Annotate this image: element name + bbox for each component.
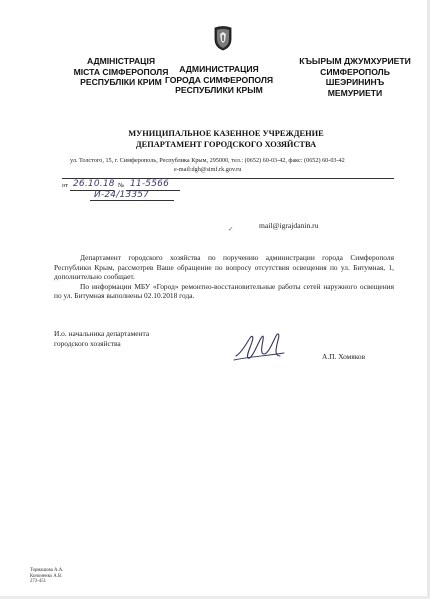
organization-line-2: ДЕПАРТАМЕНТ ГОРОДСКОГО ХОЗЯЙСТВА xyxy=(135,140,317,149)
executor-phone: 273-451 xyxy=(30,579,46,585)
date-handwritten: 26.10.18 xyxy=(73,179,115,189)
number-handwritten: 11-5566 xyxy=(130,179,170,189)
checkmark-icon: ✓ xyxy=(228,226,234,233)
header-right-line-3: ШЕЭРИНИНЪ xyxy=(325,77,385,87)
organization-title xyxy=(96,128,356,150)
contact-address-phone: ул. Толстого, 15, г. Симферополь, Республика Крым, 295000, тел.: (0652) 60-03-42, факс: (0652) 60-03-42 xyxy=(70,157,345,164)
executor-note xyxy=(30,568,63,585)
signer-position xyxy=(54,329,149,348)
number-label: № xyxy=(118,182,125,189)
body-paragraph-2: По информации МБУ «Город» ремонтно-восстановительные работы сетей наружного освещения по ул. Битумная выполнены 02.10.2018 года. xyxy=(54,281,394,301)
contact-email: e-mail:dgh@simf.rk.gov.ru xyxy=(174,166,242,173)
organization-line-1: МУНИЦИПАЛЬНОЕ КАЗЕННОЕ УЧРЕЖДЕНИЕ xyxy=(128,129,324,138)
header-right-line-2: СИМФЕРОПОЛЬ xyxy=(320,66,390,77)
registration-block xyxy=(62,178,182,206)
header-left-line-1: АДМІНІСТРАЦІЯ xyxy=(86,56,156,66)
executor-line-2: Кононенко А.В. xyxy=(30,573,63,579)
coat-of-arms-icon xyxy=(213,25,233,51)
handwritten-signature xyxy=(230,326,288,366)
header-right-line-1: КЪЫРЫМ ДЖУМХУРИЕТИ xyxy=(299,56,411,66)
header-right-line-4: МЕМУРИЕТИ xyxy=(327,87,383,98)
header-center-line-2: ГОРОДА СИМФЕРОПОЛЯ xyxy=(164,74,274,85)
letter-body xyxy=(54,253,394,301)
header-russian xyxy=(164,64,274,96)
signer-position-line-2: городского хозяйства xyxy=(54,338,121,348)
date-label: от xyxy=(62,182,68,189)
header-left-line-3: РЕСПУБЛІКИ КРИМ xyxy=(80,77,162,87)
incoming-underline xyxy=(90,200,174,201)
executor-line-1: Тормашова А.А. xyxy=(30,568,64,573)
signer-position-line-1: И.о. начальника департамента xyxy=(54,329,150,338)
incoming-reference-handwritten: И-24/13357 xyxy=(94,190,150,200)
header-center-line-1: АДМИНИСТРАЦИЯ xyxy=(179,64,259,74)
header-crimean-tatar xyxy=(296,56,414,98)
header-ukrainian xyxy=(62,56,180,88)
addressee-email: mail@igrajdanin.ru xyxy=(259,221,319,230)
body-paragraph-1: Департамент городского хозяйства по поручению администрации города Симферополя Республики Крым, рассмотрев Ваше обращение по вопросу отсутствия освещения по ул. Битумная, 1, дополнительно сообщает. xyxy=(54,253,394,282)
signer-name: А.П. Хомяков xyxy=(322,352,366,361)
header-center-line-3: РЕСПУБЛИКИ КРЫМ xyxy=(175,85,263,95)
header-left-line-2: МІСТА СІМФЕРОПОЛЯ xyxy=(73,66,169,77)
